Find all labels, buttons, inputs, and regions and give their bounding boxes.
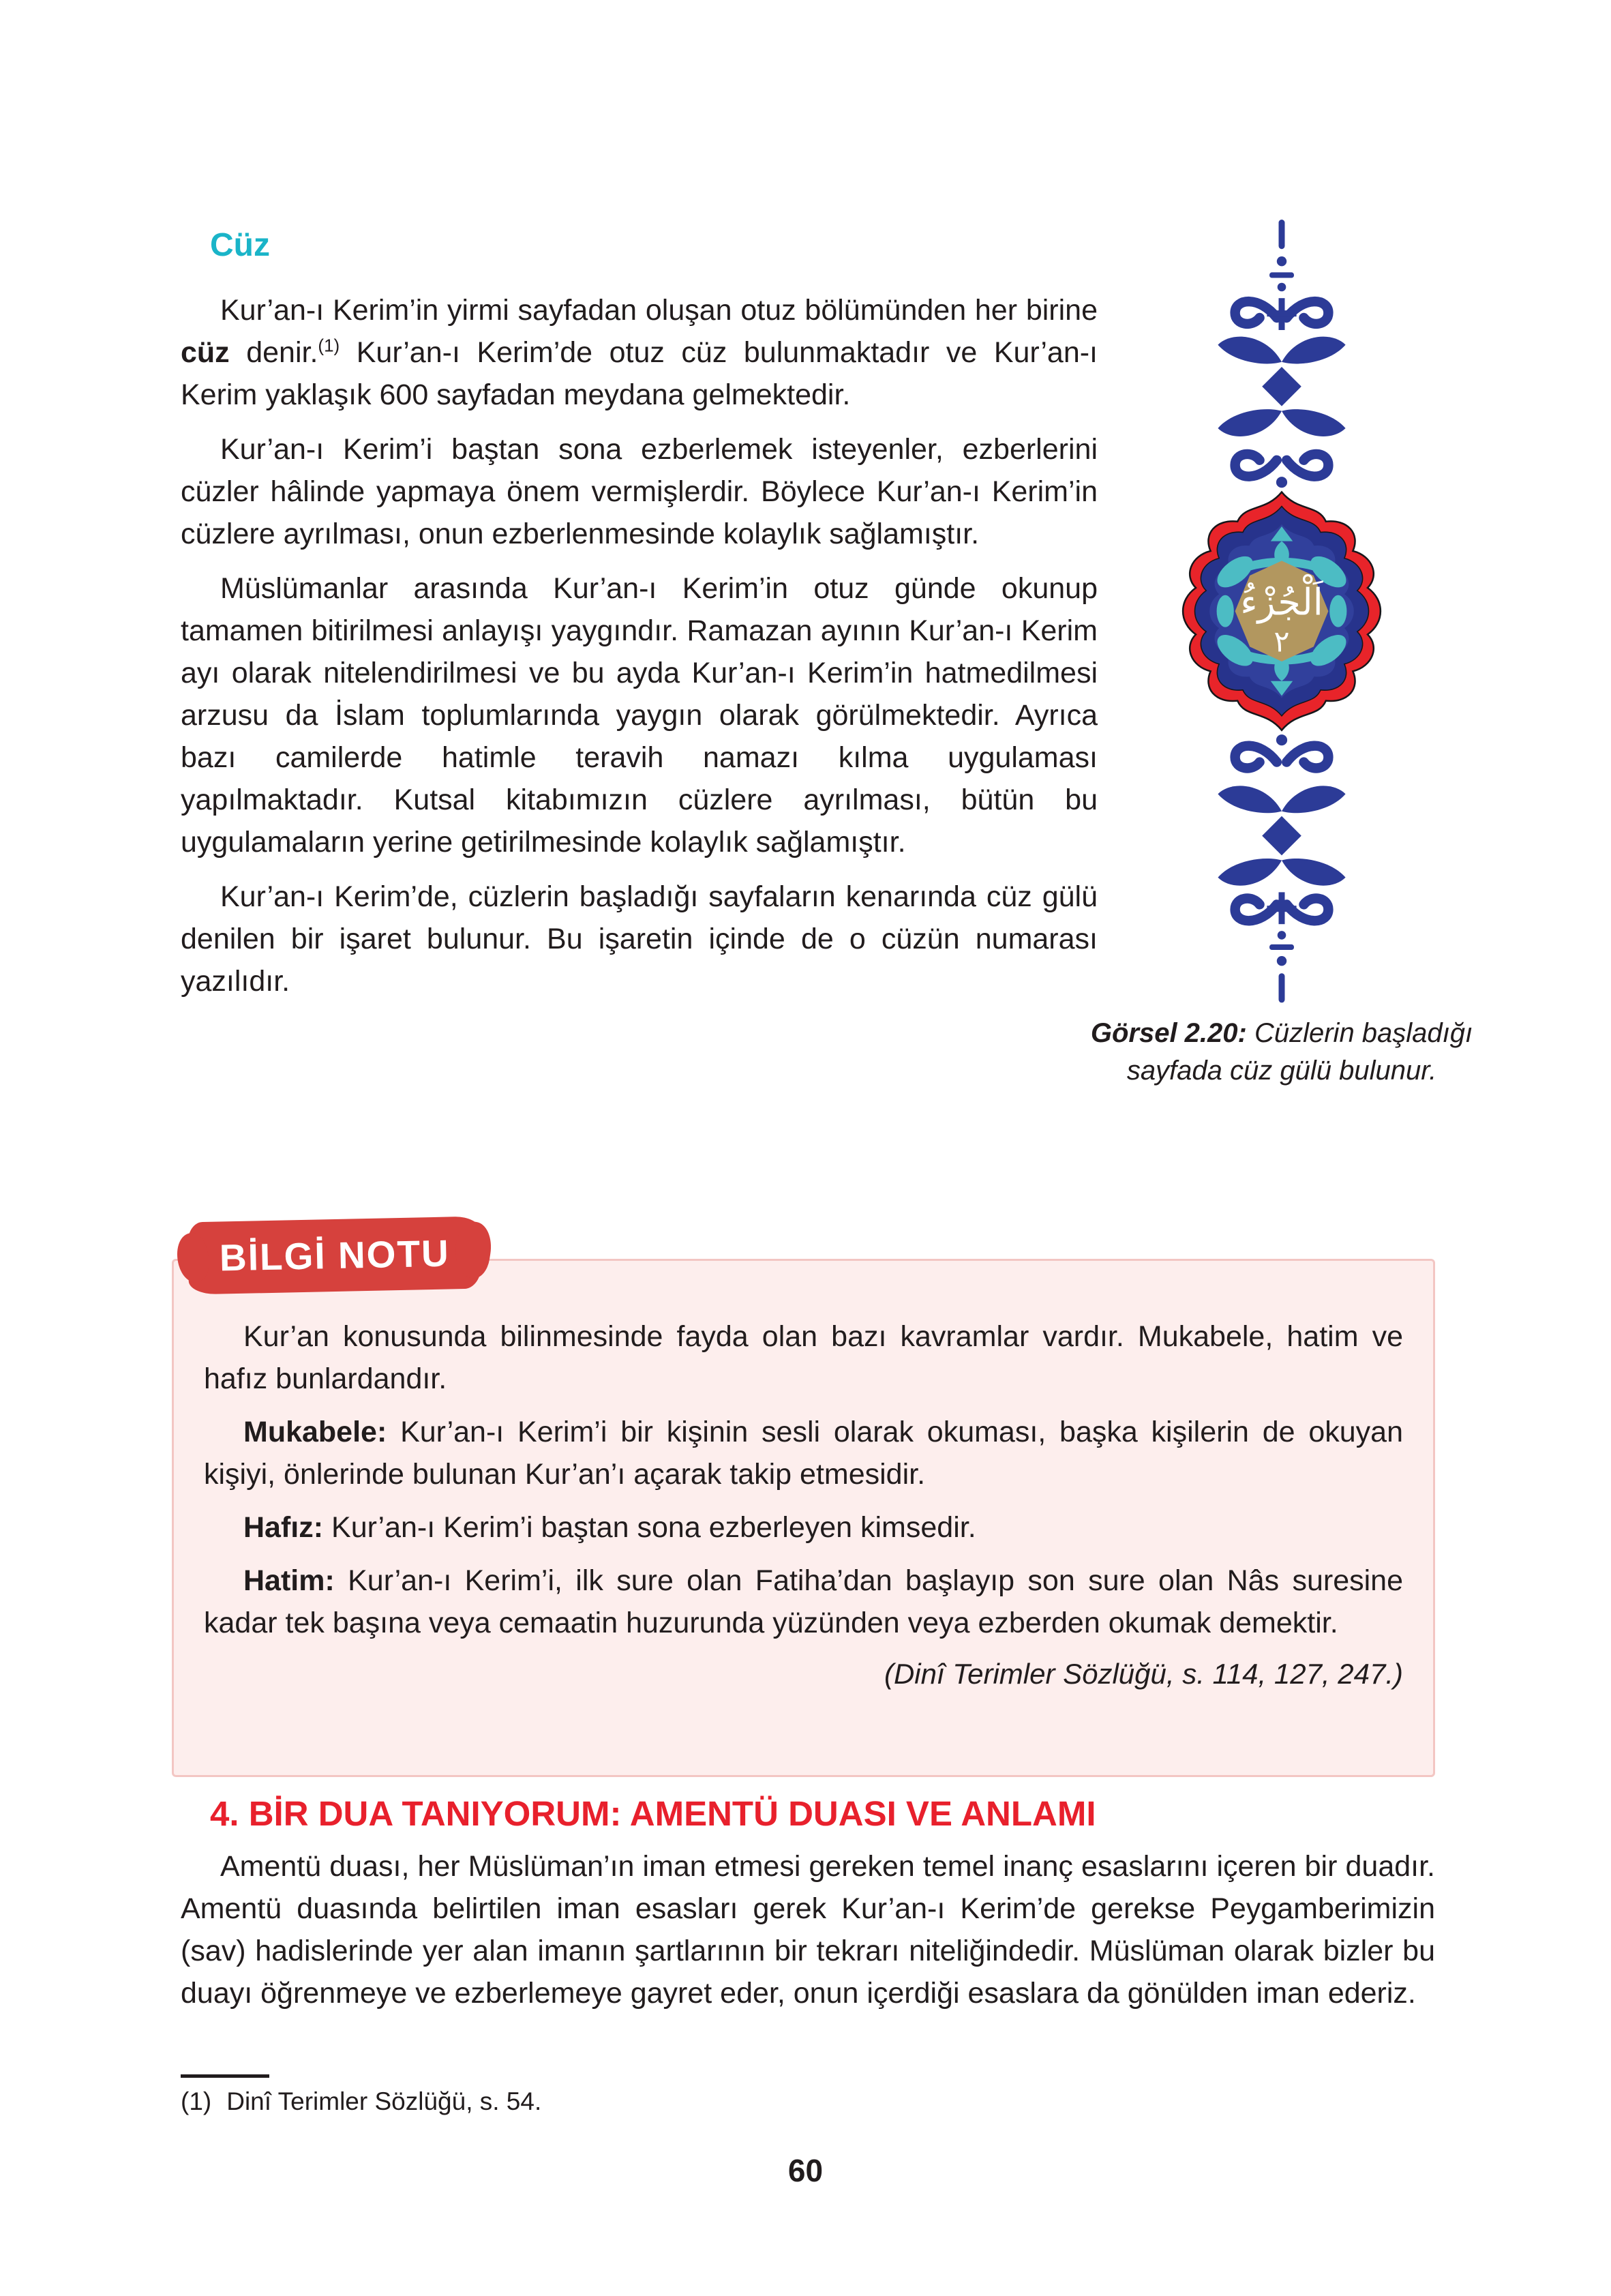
ornament-arabic-number: ٢ [1274,625,1290,659]
term-label: Hafız: [243,1511,324,1544]
figure-caption [1089,1015,1474,1090]
figure-caption-label: Görsel 2.20: [1090,1018,1247,1048]
citation: (Dinî Terimler Sözlüğü, s. 114, 127, 247.) [884,1658,1403,1690]
paragraph-text: Kur’an-ı Kerim’de otuz cüz bulunmaktadır ve Kur’an-ı Kerim yaklaşık 600 sayfadan meydana gelmektedir. [181,336,1098,411]
term-definition: Kur’an-ı Kerim’i bir kişinin sesli olarak okuması, başka kişilerin de okuyan kişiyi, önlerinde bulunan Kur’an’ı açarak takip etmesidir. [204,1416,1403,1491]
section-4-paragraph: Amentü duası, her Müslüman’ın iman etmesi gereken temel inanç esaslarını içeren bir duadır. Amentü duasında belirtilen iman esasları gerek Kur’an-ı Kerim’de gerekse Peygamberimizin (sav) hadislerinde yer alan imanın şartlarının bir tekrarı niteliğindedir. Müslüman olarak bizler bu duayı öğrenmeye ve ezberlemeye gayret eder, onun içerdiği esaslara da gönülden iman ederiz. [181,1850,1435,2010]
paragraph-1 [181,289,1098,416]
info-note-badge-label: BİLGİ NOTU [219,1232,451,1279]
cuz-gulu-ornament [1159,220,1404,1005]
paragraph-text: denir. [229,336,318,369]
footnote-text: Dinî Terimler Sözlüğü, s. 54. [226,2087,542,2115]
info-term-mukabele [204,1411,1403,1495]
footnote-marker: (1) [181,2087,212,2115]
info-intro: Kur’an konusunda bilinmesinde fayda olan bazı kavramlar vardır. Mukabele, hatim ve hafız bunlardandır. [204,1320,1403,1395]
ornament-bottom-finial [1218,734,1345,1002]
ornament-medallion [1183,492,1381,730]
cuz-section-text [181,289,1098,1015]
page-number: 60 [787,2153,824,2188]
term-definition: Kur’an-ı Kerim’i baştan sona ezberleyen kimsedir. [323,1511,976,1544]
term-definition: Kur’an-ı Kerim’i, ilk sure olan Fatiha’dan başlayıp son sure olan Nâs suresine kadar tek başına veya cemaatin huzurunda yüzünden veya ezberden okumak demektir. [204,1564,1403,1639]
info-note-badge [187,1217,482,1295]
figure-caption-text: Cüzlerin başladığı sayfada cüz gülü bulunur. [1126,1018,1473,1086]
ornament-top-finial [1218,220,1345,488]
ornament-arabic-word: اَلْجُزْءُ [1240,580,1323,624]
footnote-ref: (1) [318,335,340,356]
paragraph-4: Kur’an-ı Kerim’de, cüzlerin başladığı sayfaların kenarında cüz gülü denilen bir işaret bulunur. Bu işaretin içinde de o cüzün numarası yazılıdır. [181,880,1098,998]
paragraph-text: Kur’an-ı Kerim’in yirmi sayfadan oluşan otuz bölümünden her birine [220,294,1098,327]
info-term-hatim [204,1560,1403,1644]
term-label: Mukabele: [243,1416,387,1448]
figure-cuz-gulu [1089,220,1474,1090]
footnote-divider [181,2074,269,2078]
term-label: Hatim: [243,1564,335,1597]
info-term-hafiz [204,1506,1403,1549]
footnote [181,2085,541,2118]
bold-term-cuz: cüz [181,336,230,369]
section-heading-4: 4. BİR DUA TANIYORUM: AMENTÜ DUASI VE ANLAMI [210,1794,1096,1833]
paragraph-2: Kur’an-ı Kerim’i baştan sona ezberlemek isteyenler, ezberlerini cüzler hâlinde yapmaya önem vermişlerdir. Böylece Kur’an-ı Kerim’in cüzlere ayrılması, onun ezberlenmesinde kolaylık sağlamıştır. [181,433,1098,550]
info-note-box [172,1259,1435,1777]
section-heading-cuz: Cüz [210,227,270,263]
paragraph-3: Müslümanlar arasında Kur’an-ı Kerim’in otuz günde okunup tamamen bitirilmesi anlayışı yaygındır. Ramazan ayının Kur’an-ı Kerim ayı olarak nitelendirilmesi ve bu ayda Kur’an-ı Kerim’in hatmedilmesi arzusu da İslam toplumlarında yaygın olarak görülmektedir. Ayrıca bazı camilerde hatimle teravih namazı kılma uygulaması yapılmaktadır. Kutsal kitabımızın cüzlere ayrılması, bütün bu uygulamaların yerine getirilmesinde kolaylık sağlamıştır. [181,572,1098,859]
